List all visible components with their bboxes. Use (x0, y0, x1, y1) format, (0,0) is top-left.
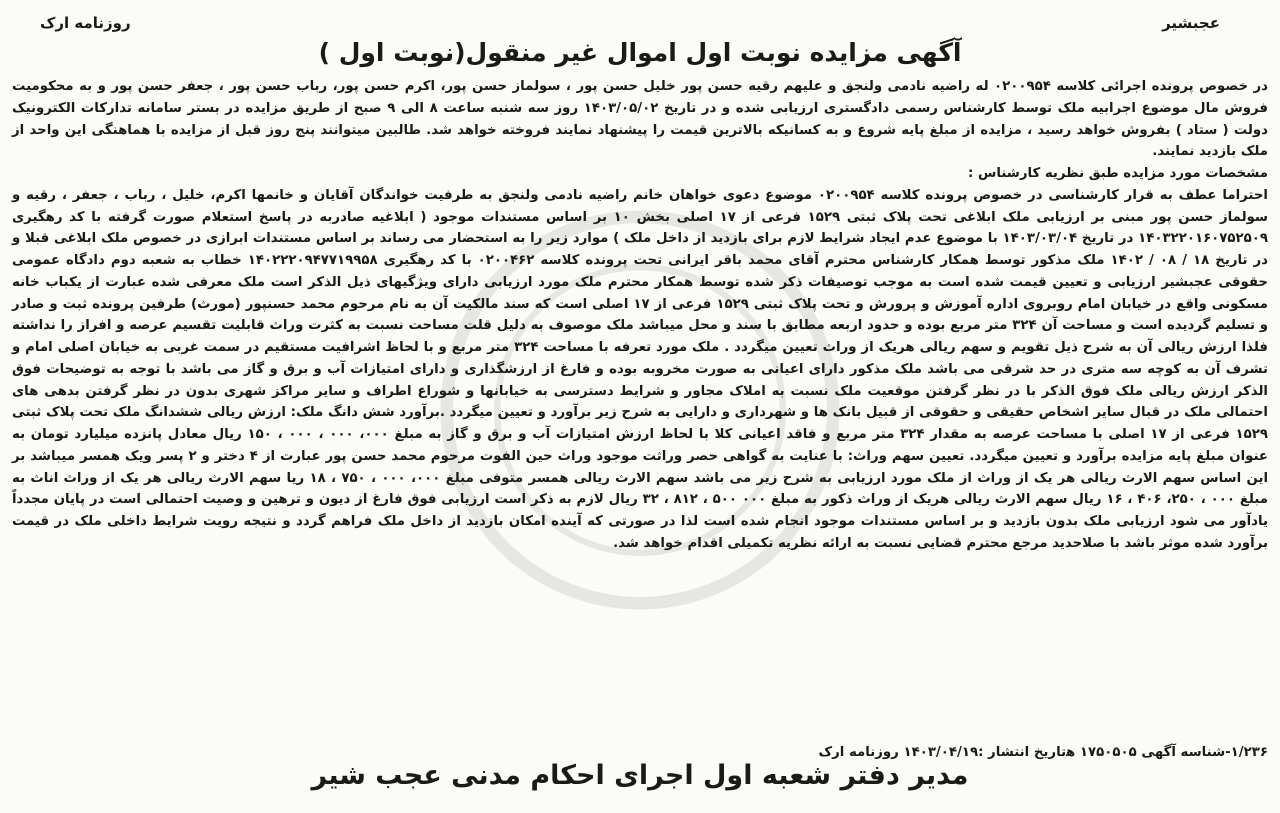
expert-report-paragraph: احتراما عطف به قرار کارشناسی در خصوص پرونده کلاسه ۰۲۰۰۹۵۴ موضوع دعوی خواهان خانم راضیه نادمی ولنجق به طرفیت خواندگان آقایان و خانمها اکرم، خلیل ، رباب ، جعفر ، رقیه و سولماز حسن پور مبنی بر ارزیابی ملک ابلاغی تحت پلاک ثبتی ۱۵۲۹ فرعی از ۱۷ اصلی بخش ۱۰ بر اساس مستندات موجود ( ابلاغیه صادربه در پاسخ استعلام صورت گرفته با کد رهگیری ۱۴۰۳۲۲۰۱۶۰۷۵۲۵۰۹ در تاریخ ۱۴۰۳/۰۳/۰۴ با موضوع عدم ایجاد شرایط لازم برای بازدید از داخل ملک ) موارد زیر را به استحضار می رساند بر اساس مستندات ابرازی در خصوص ملک ابلاغی قبلا و در تاریخ ۱۸ / ۰۸ / ۱۴۰۲ ملک مذکور توسط همکار کارشناس محترم آقای محمد باقر ایرانی تحت پرونده کلاسه ۰۲۰۰۴۶۲ با کد رهگیری ۱۴۰۲۲۲۰۹۴۷۷۱۹۹۵۸ خطاب به شعبه دوم دادگاه عمومی حقوقی عجبشیر ارزیابی و تعیین قیمت شده است به موجب توصیفات ذکر شده توسط همکار محترم ملک مورد ارزیابی دارای ویژگیهای ذیل الذکر است ملک معرفی شده عبارت از یکباب خانه مسکونی واقع در خیابان امام روبروی اداره آموزش و پرورش و تحت پلاک ثبتی ۱۵۲۹ فرعی از ۱۷ اصلی است که سند مالکیت آن به نام مرحوم محمد حسنپور (مورث) طرفین پرونده ثبت و صادر و تسلیم گردیده است و مساحت آن ۳۲۴ متر مربع بوده و حدود اربعه مطابق با سند و محل میباشد ملک موصوف به دلیل قلت مساحت نسبت به کثرت وراث قابلیت تقسیم عرصه و افراز را نداشته فلذا ارزش ریالی آن به شرح ذیل تقویم و سهم ریالی هریک از وراث تعیین میگردد . ملک مورد تعرفه با مساحت ۳۲۴ متر مربع و با لحاظ اشرافیت مستقیم در سمت غربی به خیابان اصلی امام و تشرف آن به کوچه سه متری در حد شرقی می باشد ملک مذکور دارای اعیانی به صورت مخروبه بوده و فارغ از ارزشگذاری و دارای امتیازات آب و برق و گاز می باشد با توجه به توضیحات فوق الذکر ارزش ریالی ملک فوق الذکر با در نظر گرفتن موقعیت ملک نسبت به املاک مجاور و شرایط دسترسی به خیابانها و شوراع اطراف و سایر مراکز شهری بدون در نظر گرفتن بدهی های احتمالی ملک در قبال سایر اشخاص حقیقی و حقوقی از قبیل بانک ها و شهرداری و دارایی به شرح زیر برآورد و تعیین میگردد .برآورد شش دانگ ملک: ارزش ریالی ششدانگ ملک تحت پلاک ثبتی ۱۵۲۹ فرعی از ۱۷ اصلی با مساحت عرصه به مقدار ۳۲۴ متر مربع و فاقد اعیانی کلا با لحاظ ارزش امتیازات آب و برق و گاز به مبلغ ۰۰۰، ۰۰۰ ، ۰۰۰ ، ۱۵۰ ریال معادل پانزده میلیارد تومان به عنوان مبلغ پایه مزایده برآورد و تعیین میگردد. تعیین سهم وراث: با عنایت به گواهی حصر وراثت موجود وراث حین الفوت مرحوم محمد حسن پور عبارت از ۴ دختر و ۲ پسر ویک همسر میباشد بر این اساس سهم الارث ریالی هر یک از وراث از ملک مورد ارزیابی به شرح زیر می باشد سهم الارث ریالی همسر متوفی مبلغ ۰۰۰، ۰۰۰ ، ۷۵۰ ، ۱۸ ریا سهم الارث ریالی هر یک از وراث اناث به مبلغ ۰۰۰ ، ۲۵۰، ۴۰۶ ، ۱۶ ریال سهم الارث ریالی هریک از وراث ذکور به مبلغ ۰۰۰ ۵۰۰ ، ۸۱۲ ، ۳۲ ریال لازم به ذکر است ارزیابی فوق فارغ از دیون و ترهین و وصیت احتمالی است در پایان مجدداً یادآور می شود ارزیابی ملک بدون بازدید و بر اساس مستندات موجود انجام شده است لذا در صورتی که آینده امکان بازدید از داخل ملک فراهم گردد و نتیجه رویت شرایط داخلی ملک در قیمت برآورد شده موثر باشد با صلاحدید مرجع محترم قضایی نسبت به ارائه نظریه تکمیلی اقدام خواهد شد. (12, 187, 1269, 551)
city-label: عجبشیر (1162, 14, 1220, 32)
newspaper-name: روزنامه ارک (40, 14, 131, 32)
spec-heading: مشخصات مورد مزایده طبق نظریه کارشناس : (968, 166, 1268, 181)
signatory: مدیر دفتر شعبه اول اجرای احکام مدنی عجب شیر (311, 760, 969, 791)
intro-paragraph: در خصوص پرونده اجرائی کلاسه ۰۲۰۰۹۵۴ له راضیه نادمی ولنجق و علیهم رقیه حسن پور خلیل حسن پور ، سولماز حسن پور، اکرم حسن پور، رباب حسن پور ، جعفر حسن پور و به محکومیت فروش مال موضوع اجرابیه ملک توسط کارشناس رسمی دادگستری ارزیابی شده و در تاریخ ۱۴۰۳/۰۵/۰۲ روز سه شنبه ساعت ۸ الی ۹ صبح از طریق مزایده در بستر سامانه تدارکات الکترونیک دولت ( ستاد ) بفروش خواهد رسید ، مزایده از مبلغ پایه شروع و به کسانیکه بالاترین قیمت را پیشنهاد نمایند فروخته خواهد شد. طالبین میتوانند پنج روز قبل از مزایده با هماهنگی این واحد از ملک بازدید نمایند. (12, 79, 1269, 160)
notice-body (12, 76, 1268, 555)
notice-title: آگهی مزایده نوبت اول اموال غیر منقول(نوبت اول ) (318, 38, 962, 67)
top-row (40, 10, 1220, 36)
publication-info: ۱/۲۳۶-شناسه آگهی ۱۷۵۰۵۰۵ ﻫتاریخ انتشار :۱۴۰۳/۰۴/۱۹ روزنامه ارک (818, 745, 1268, 760)
